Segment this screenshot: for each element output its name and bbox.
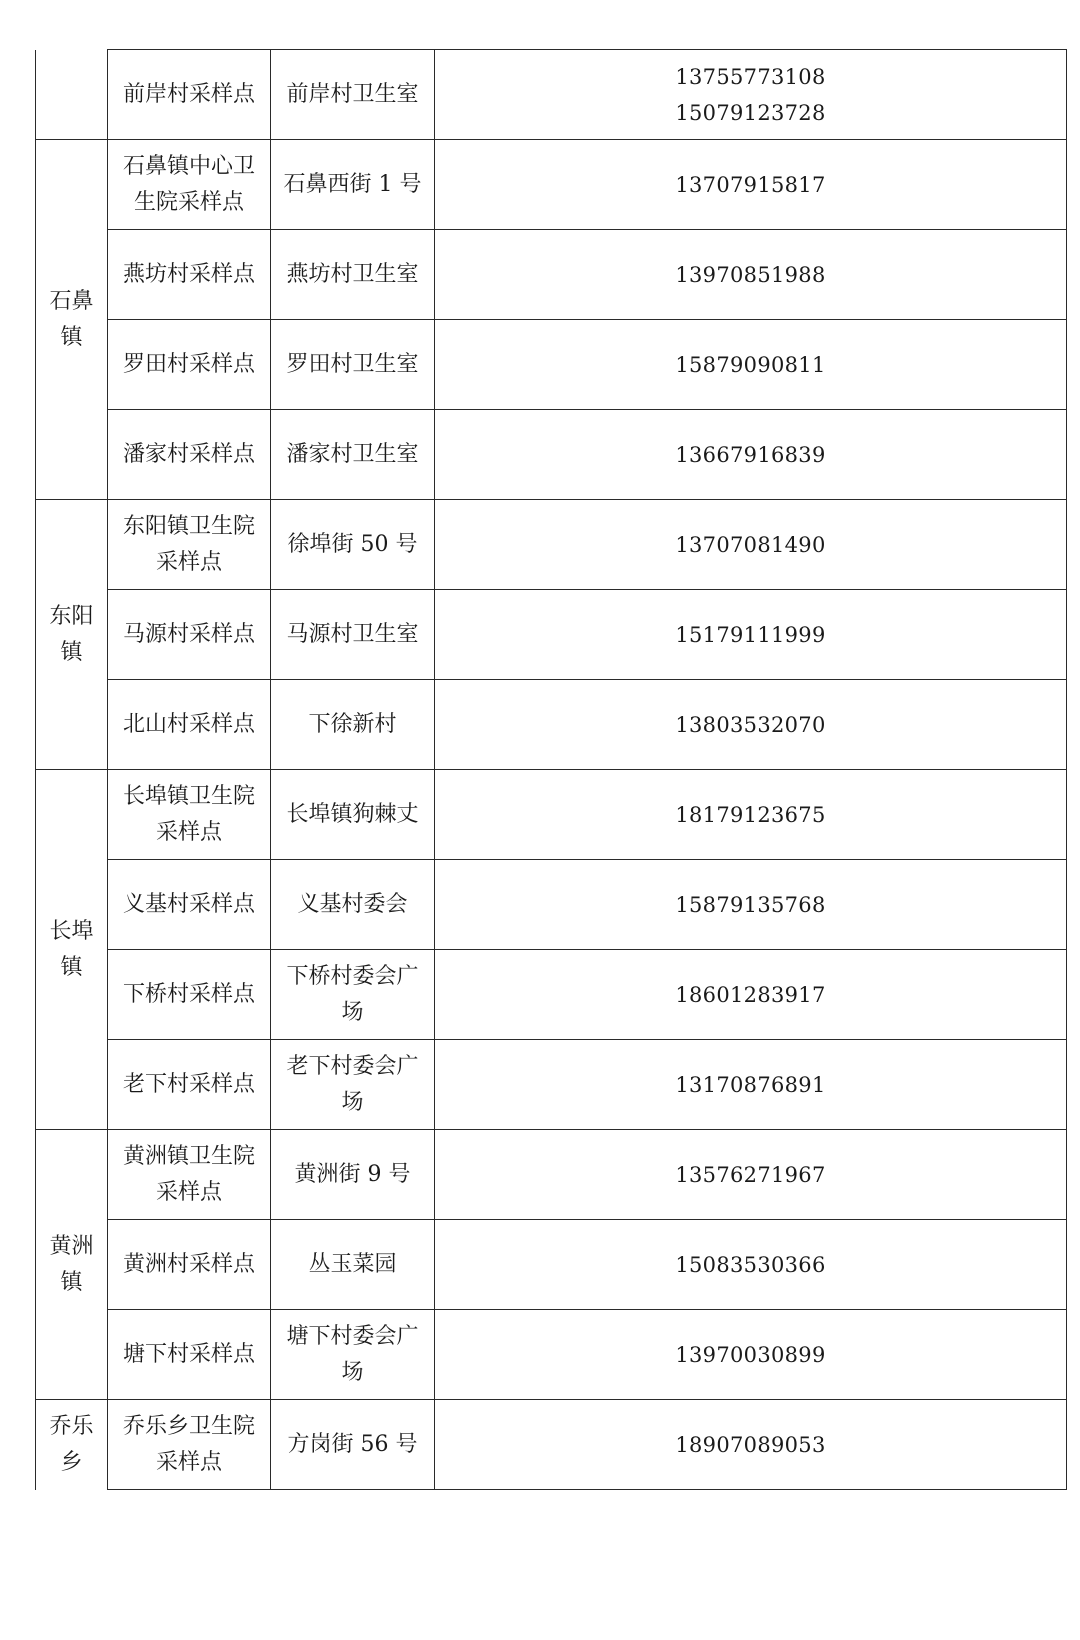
site-address-cell: 罗田村卫生室 — [271, 320, 435, 410]
phone-cell — [435, 1040, 1067, 1130]
table-row — [36, 950, 1067, 1040]
phone-number: 13970030899 — [675, 1342, 826, 1367]
phone-cell — [435, 410, 1067, 500]
site-name-cell: 前岸村采样点 — [108, 50, 271, 140]
site-address-cell: 义基村委会 — [271, 860, 435, 950]
table-row — [36, 1220, 1067, 1310]
phone-cell — [435, 230, 1067, 320]
phone-number: 18907089053 — [675, 1432, 826, 1457]
site-name-cell: 长埠镇卫生院采样点 — [108, 770, 271, 860]
phone-cell — [435, 860, 1067, 950]
site-address-cell: 方岗街 56 号 — [271, 1400, 435, 1490]
table-row — [36, 1310, 1067, 1400]
phone-number: 15879090811 — [675, 352, 826, 377]
site-name-cell: 老下村采样点 — [108, 1040, 271, 1130]
phone-number: 13970851988 — [675, 262, 826, 287]
phone-number: 13667916839 — [675, 442, 826, 467]
table-row — [36, 140, 1067, 230]
phone-number: 18179123675 — [675, 802, 826, 827]
site-address-cell: 徐埠街 50 号 — [271, 500, 435, 590]
phone-number: 13755773108 — [675, 64, 826, 89]
table-row — [36, 320, 1067, 410]
site-address-cell: 长埠镇狗棘丈 — [271, 770, 435, 860]
site-address-cell: 下徐新村 — [271, 680, 435, 770]
table-body — [36, 50, 1067, 1490]
phone-number: 13576271967 — [675, 1162, 826, 1187]
site-name-cell: 下桥村采样点 — [108, 950, 271, 1040]
table-row — [36, 1400, 1067, 1490]
site-name-cell: 石鼻镇中心卫生院采样点 — [108, 140, 271, 230]
phone-number: 13707081490 — [675, 532, 826, 557]
town-cell: 石鼻镇 — [36, 140, 108, 500]
phone-cell — [435, 680, 1067, 770]
site-name-cell: 黄洲村采样点 — [108, 1220, 271, 1310]
phone-cell — [435, 1130, 1067, 1220]
site-name-cell: 乔乐乡卫生院采样点 — [108, 1400, 271, 1490]
site-address-cell: 黄洲街 9 号 — [271, 1130, 435, 1220]
site-name-cell: 义基村采样点 — [108, 860, 271, 950]
phone-number: 15079123728 — [675, 100, 826, 125]
phone-cell — [435, 50, 1067, 140]
table-row — [36, 860, 1067, 950]
town-cell: 东阳镇 — [36, 500, 108, 770]
phone-number: 15083530366 — [675, 1252, 826, 1277]
phone-number: 18601283917 — [675, 982, 826, 1007]
phone-number: 13707915817 — [675, 172, 826, 197]
phone-cell — [435, 950, 1067, 1040]
table-row — [36, 1130, 1067, 1220]
site-address-cell: 燕坊村卫生室 — [271, 230, 435, 320]
site-address-cell: 塘下村委会广场 — [271, 1310, 435, 1400]
table-row — [36, 1040, 1067, 1130]
site-name-cell: 塘下村采样点 — [108, 1310, 271, 1400]
site-name-cell: 北山村采样点 — [108, 680, 271, 770]
site-address-cell: 丛玉菜园 — [271, 1220, 435, 1310]
site-address-cell: 老下村委会广场 — [271, 1040, 435, 1130]
site-address-cell: 石鼻西街 1 号 — [271, 140, 435, 230]
table-row — [36, 590, 1067, 680]
phone-cell — [435, 1400, 1067, 1490]
phone-cell — [435, 1310, 1067, 1400]
town-cell: 乔乐乡 — [36, 1400, 108, 1490]
town-cell: 长埠镇 — [36, 770, 108, 1130]
town-cell: 黄洲镇 — [36, 1130, 108, 1400]
site-name-cell: 东阳镇卫生院采样点 — [108, 500, 271, 590]
phone-cell — [435, 1220, 1067, 1310]
phone-cell — [435, 590, 1067, 680]
phone-number: 13803532070 — [675, 712, 826, 737]
site-address-cell: 前岸村卫生室 — [271, 50, 435, 140]
phone-number: 15179111999 — [675, 622, 826, 647]
site-name-cell: 黄洲镇卫生院采样点 — [108, 1130, 271, 1220]
site-address-cell: 潘家村卫生室 — [271, 410, 435, 500]
site-name-cell: 马源村采样点 — [108, 590, 271, 680]
table-row — [36, 410, 1067, 500]
site-name-cell: 燕坊村采样点 — [108, 230, 271, 320]
site-name-cell: 罗田村采样点 — [108, 320, 271, 410]
town-cell — [36, 50, 108, 140]
table-row — [36, 500, 1067, 590]
sampling-sites-table — [35, 49, 1067, 1490]
site-address-cell: 马源村卫生室 — [271, 590, 435, 680]
phone-cell — [435, 770, 1067, 860]
phone-number: 13170876891 — [675, 1072, 826, 1097]
site-name-cell: 潘家村采样点 — [108, 410, 271, 500]
table-row — [36, 680, 1067, 770]
phone-cell — [435, 320, 1067, 410]
phone-cell — [435, 140, 1067, 230]
phone-cell — [435, 500, 1067, 590]
table-row — [36, 770, 1067, 860]
table-row — [36, 230, 1067, 320]
phone-number: 15879135768 — [675, 892, 826, 917]
table-row — [36, 50, 1067, 140]
site-address-cell: 下桥村委会广场 — [271, 950, 435, 1040]
